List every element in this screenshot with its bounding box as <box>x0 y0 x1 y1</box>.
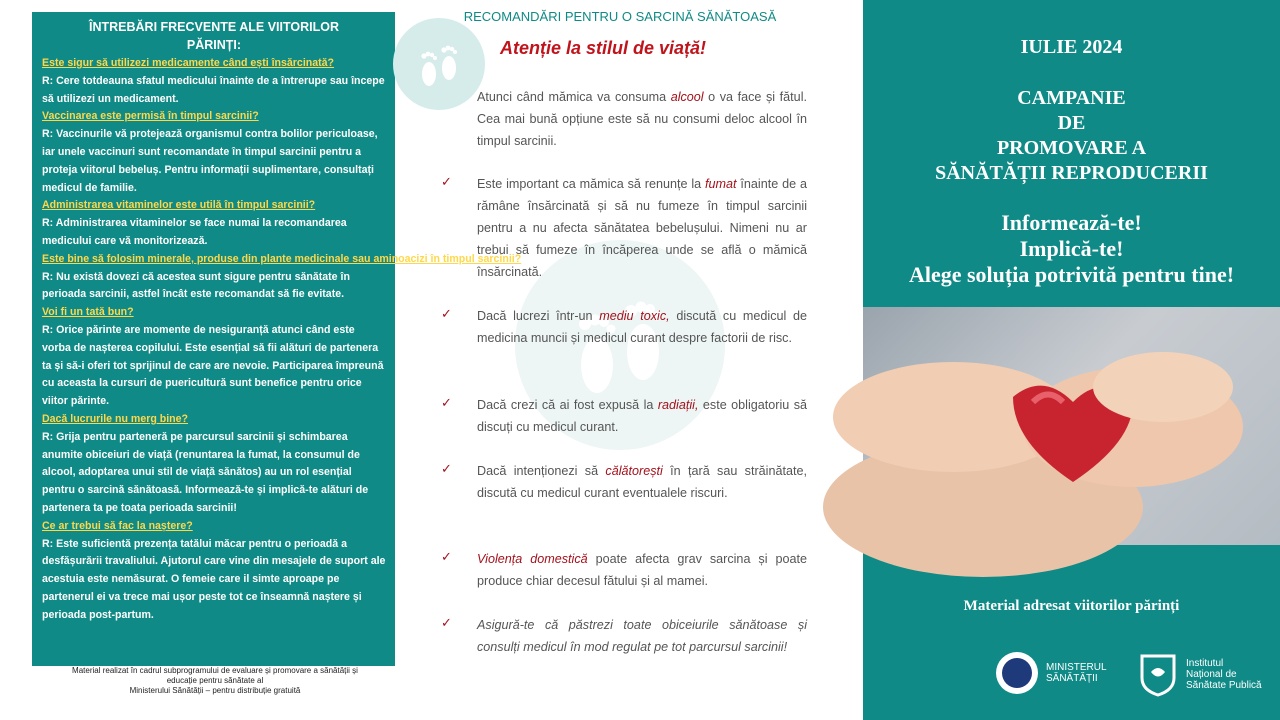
ministry-name: MINISTERUL SĂNĂTĂȚII <box>1046 662 1107 684</box>
answer-text: Nu există dovezi că acestea sunt sigure pentru sănătate în perioada sarcinii, astfel încât este recomandat să fie evitate. <box>42 270 350 301</box>
check-icon: ✓ <box>441 306 452 321</box>
faq-answer <box>42 536 386 625</box>
footprints-icon <box>393 18 485 110</box>
answer-prefix: R: <box>42 74 54 87</box>
faq-question: Este sigur să utilizezi medicamente când ești însărcinată? <box>42 57 335 69</box>
faq-question: Administrarea vitaminelor este utilă în timpul sarcinii? <box>42 199 316 212</box>
faq-question: Ce ar trebui să fac la naștere? <box>42 519 193 532</box>
check-icon: ✓ <box>441 615 452 630</box>
faq-question: Dacă lucrurile nu merg bine? <box>42 412 188 425</box>
answer-text: Este suficientă prezența tatălui măcar pentru o perioadă a desfășurării travaliului. Ajutorul care vine din mesajele de suport ale acestuia este nemăsurat. O femeie care il simte aproape pe partenerul ei va trece mai ușor peste tot ce înseamnă naștere și perioada post-partum. <box>42 537 386 621</box>
rec-toxic-environment: Dacă lucrezi într-un mediu toxic, discută cu medicul de medicina muncii și medicul curant despre factorii de risc. <box>477 309 807 345</box>
answer-text: Vaccinurile vă protejează organismul contra bolilor periculoase, iar unele vaccinuri sunt recomandate în timpul sarcinii pentru a proteja viitorul bebeluș. Pentru informații suplimentare, consultați medicul de familie. <box>42 128 378 194</box>
answer-text: Administrarea vitaminelor se face numai la recomandarea medicului care vă monitorizează. <box>42 217 347 247</box>
answer-prefix: R: <box>42 537 54 550</box>
rec-healthy-habits: Asigură-te că păstrezi toate obiceiurile sănătoase și consulți medicul în mod regulat pe tot parcursul sarcinii! <box>477 618 807 654</box>
rec-radiation: Dacă crezi că ai fost expusă la radiații, este obligatoriu să discuți cu medicul curant. <box>477 398 807 434</box>
faq-panel <box>32 12 522 666</box>
lifestyle-subtitle: Atenție la stilul de viață! <box>500 38 707 58</box>
check-icon: ✓ <box>441 174 452 189</box>
answer-text: Orice părinte are momente de nesiguranță atunci când este vorba de nașterea copilului. Este esențial să fii alături de partenera ta și să-i oferi tot sprijinul de care are nevoie. Participarea împreună cu aceasta la cursuri de puericultură sunt benefice pentru orice viitor părinte. <box>42 323 384 408</box>
rec-travel: Dacă intenționezi să călătorești în țară sau străinătate, discută cu medicul curant eventualele riscuri. <box>477 464 807 500</box>
answer-prefix: R: <box>42 217 54 230</box>
answer-prefix: R: <box>42 430 54 443</box>
faq-question: Voi fi un tată bun? <box>42 306 134 319</box>
campaign-panel <box>863 0 1280 720</box>
rec-domestic-violence: Violența domestică poate afecta grav sarcina și poate produce chiar decesul fătului și al mamei. <box>477 552 807 588</box>
answer-text: Grija pentru parteneră pe parcursul sarcinii și schimbarea anumite obiceiuri de viață (renuntarea la fumat, la consumul de alcool, adoptarea unui stil de viață sănătos) au un rol esențial pentru o sarcină sănătoasă. Informează-te și implică-te alături de partenera ta pe toata perioada sarcinii! <box>42 430 369 514</box>
faq-question: Este bine să folosim minerale, produse din plante medicinale sau aminoacizi în timpul sarcinii? <box>42 252 522 265</box>
audience-label: Material adresat viitorilor părinți <box>963 598 1180 614</box>
rec-smoking: Este important ca mămica să renunțe la fumat înainte de a rămâne însărcinată și să nu fumeze în timpul sarcinii pentru a nu afecta sănătatea bebelușului. Nimeni nu ar trebui să fumeze în încăperea unde se află o mămică însărcinată. <box>477 177 808 279</box>
answer-prefix: R: <box>42 323 54 336</box>
answer-prefix: R: <box>42 128 54 141</box>
campaign-slogan: Informează-te! Implică-te! Alege soluția potrivită pentru tine! <box>908 210 1235 287</box>
hands-heart-photo <box>863 307 1280 545</box>
footnote: Material realizat în cadrul subprogramului de evaluare și promovare a sănătății și educație pentru sănătate al Ministerului Sănătății – pentru distribuție gratuită <box>72 666 358 695</box>
check-icon: ✓ <box>441 461 452 476</box>
check-icon: ✓ <box>441 395 452 410</box>
answer-prefix: R: <box>42 270 54 283</box>
campaign-title: CAMPANIE DE PROMOVARE A SĂNĂTĂȚII REPRODUCERII <box>935 87 1208 184</box>
faq-list <box>42 55 522 625</box>
rec-alcohol: Atunci când mămica va consuma alcool o va face și fătul. Cea mai bună opțiune este să nu consumi deloc alcool în timpul sarcinii. <box>477 90 807 148</box>
faq-question: Vaccinarea este permisă în timpul sarcinii? <box>42 110 259 123</box>
ministry-logo <box>996 652 1038 694</box>
recommendations-header: RECOMANDĂRI PENTRU O SARCINĂ SĂNĂTOASĂ <box>463 9 777 24</box>
check-icon: ✓ <box>441 549 452 564</box>
answer-text: Cere totdeauna sfatul medicului înainte de a întrerupe sau începe să utilizezi un medicament. <box>42 74 385 105</box>
insp-name: Institutul Național de Sănătate Publică <box>1186 658 1262 691</box>
faq-answer <box>42 269 386 305</box>
faq-title: ÎNTREBĂRI FRECVENTE ALE VIITORILOR PĂRINȚI: <box>88 20 339 52</box>
faq-answer <box>42 429 386 518</box>
faq-answer <box>42 126 386 197</box>
campaign-date: IULIE 2024 <box>1020 36 1123 58</box>
faq-answer <box>42 322 386 411</box>
faq-answer <box>42 215 386 251</box>
faq-answer <box>42 73 386 109</box>
logos <box>863 640 1280 710</box>
insp-logo <box>1139 648 1177 696</box>
